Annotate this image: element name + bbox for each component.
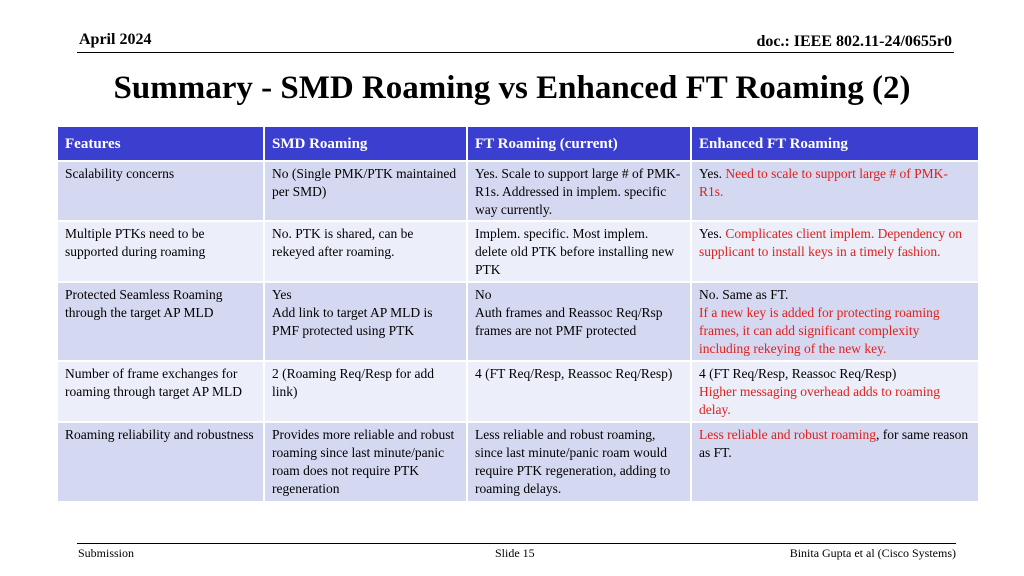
column-header-features: Features [58,127,264,161]
cell-highlight-text: Complicates client implem. Dependency on supplicant to install keys in a timely fashion. [699,226,962,259]
cell-enhanced-ft-roaming [691,422,979,501]
column-header-enhanced-ft-roaming: Enhanced FT Roaming [691,127,979,161]
cell-text: Yes. [699,166,726,181]
cell-ft-roaming: Less reliable and robust roaming, since last minute/panic roam would require PTK regeneration, adding to roaming delays. [467,422,691,501]
cell-text: , for same reason as FT. [699,427,969,460]
cell-highlight-text: If a new key is added for protecting roaming frames, it can add significant complexity including rekeying of the new key. [699,305,940,356]
table-body [58,161,979,501]
header-doc-id: doc.: IEEE 802.11-24/0655r0 [756,33,952,50]
cell-ft-roaming: 4 (FT Req/Resp, Reassoc Req/Resp) [467,361,691,422]
cell-feature: Protected Seamless Roaming through the target AP MLD [58,282,264,361]
cell-feature: Scalability concerns [58,161,264,221]
table-row [58,282,979,361]
cell-smd-roaming: 2 (Roaming Req/Resp for add link) [264,361,467,422]
cell-enhanced-ft-roaming [691,282,979,361]
cell-enhanced-ft-roaming [691,161,979,221]
footer-slide-number: Slide 15 [495,546,535,560]
header-date: April 2024 [79,31,152,48]
column-header-smd-roaming: SMD Roaming [264,127,467,161]
cell-feature: Roaming reliability and robustness [58,422,264,501]
table-header-row [58,127,979,161]
cell-feature: Number of frame exchanges for roaming through target AP MLD [58,361,264,422]
footer-divider [77,543,956,544]
table-row [58,161,979,221]
footer-submission: Submission [78,546,135,560]
cell-smd-roaming: Yes Add link to target AP MLD is PMF protected using PTK [264,282,467,361]
column-header-ft-roaming: FT Roaming (current) [467,127,691,161]
cell-text: Yes. [699,226,726,241]
cell-feature: Multiple PTKs need to be supported during roaming [58,221,264,282]
cell-smd-roaming: No (Single PMK/PTK maintained per SMD) [264,161,467,221]
table-row [58,361,979,422]
comparison-table [58,127,980,501]
header-divider [77,52,954,53]
cell-ft-roaming: Yes. Scale to support large # of PMK-R1s. Addressed in implem. specific way currently. [467,161,691,221]
cell-enhanced-ft-roaming [691,361,979,422]
cell-smd-roaming: No. PTK is shared, can be rekeyed after roaming. [264,221,467,282]
cell-ft-roaming: No Auth frames and Reassoc Req/Rsp frames are not PMF protected [467,282,691,361]
cell-highlight-text: Higher messaging overhead adds to roaming delay. [699,384,941,417]
cell-smd-roaming: Provides more reliable and robust roaming since last minute/panic roam does not require PTK regeneration [264,422,467,501]
cell-ft-roaming: Implem. specific. Most implem. delete old PTK before installing new PTK [467,221,691,282]
table-row [58,422,979,501]
cell-highlight-text: Less reliable and robust roaming [699,427,876,442]
footer-authors: Binita Gupta et al (Cisco Systems) [789,546,956,560]
cell-text: 4 (FT Req/Resp, Reassoc Req/Resp) [699,366,897,381]
cell-highlight-text: Need to scale to support large # of PMK-R1s. [699,166,948,199]
slide-title: Summary - SMD Roaming vs Enhanced FT Roaming (2) [113,70,911,106]
cell-text: No. Same as FT. [699,287,789,302]
cell-enhanced-ft-roaming [691,221,979,282]
table-row [58,221,979,282]
